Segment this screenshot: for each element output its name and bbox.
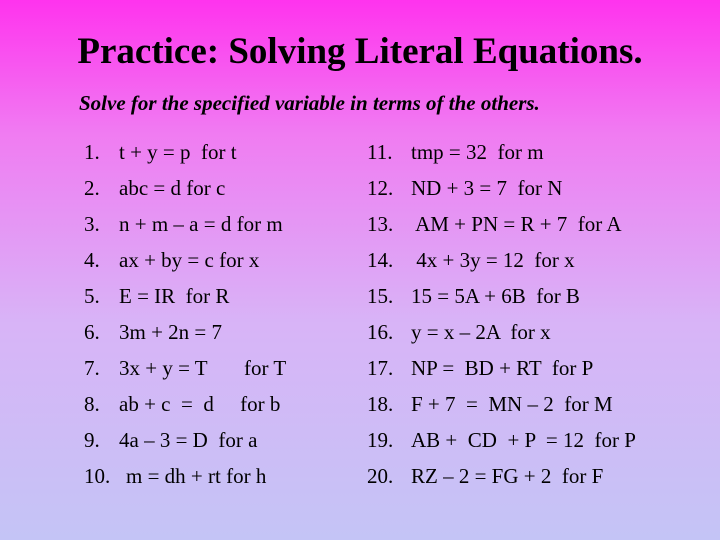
problem-item: [84, 170, 286, 206]
problem-item: [84, 386, 286, 422]
problem-item: [84, 458, 286, 494]
problem-item: [367, 422, 636, 458]
problem-equation: y = x – 2A for x: [411, 320, 551, 344]
problem-equation: AB + CD + P = 12 for P: [411, 428, 636, 452]
problem-item: [84, 242, 286, 278]
problem-item: [367, 314, 636, 350]
problem-equation: 3m + 2n = 7: [119, 320, 223, 344]
problem-equation: n + m – a = d for m: [119, 212, 283, 236]
problem-item: [367, 386, 636, 422]
problem-equation: RZ – 2 = FG + 2 for F: [411, 464, 604, 488]
problem-equation: 3x + y = T for T: [119, 356, 287, 380]
problem-equation: 15 = 5A + 6B for B: [411, 284, 580, 308]
problem-item: [84, 314, 286, 350]
problem-equation: m = dh + rt for h: [126, 464, 267, 488]
problem-item: [84, 278, 286, 314]
problem-item: [367, 206, 636, 242]
problem-number: 18.: [367, 392, 394, 416]
problem-item: [367, 350, 636, 386]
problem-number: 17.: [367, 356, 394, 380]
problem-equation: abc = d for c: [119, 176, 226, 200]
problem-item: [367, 278, 636, 314]
problem-number: 8.: [84, 392, 100, 416]
problem-equation: ax + by = c for x: [119, 248, 260, 272]
problem-number: 19.: [367, 428, 394, 452]
problem-number: 11.: [367, 140, 393, 164]
problem-number: 16.: [367, 320, 394, 344]
problem-item: [367, 134, 636, 170]
problem-equation: tmp = 32 for m: [411, 140, 544, 164]
problem-number: 7.: [84, 356, 100, 380]
problem-number: 20.: [367, 464, 394, 488]
problem-list-right: [367, 134, 636, 494]
page-title: Practice: Solving Literal Equations.: [77, 31, 643, 72]
problem-item: [367, 242, 636, 278]
problem-number: 5.: [84, 284, 100, 308]
problem-equation: E = IR for R: [119, 284, 230, 308]
problem-equation: ab + c = d for b: [119, 392, 281, 416]
problem-equation: ND + 3 = 7 for N: [411, 176, 563, 200]
problem-number: 10.: [84, 464, 111, 488]
instructions-subtitle: Solve for the specified variable in terms of the others.: [79, 91, 540, 115]
problem-number: 1.: [84, 140, 100, 164]
problem-item: [84, 134, 286, 170]
problem-item: [84, 206, 286, 242]
problem-item: [367, 170, 636, 206]
problem-equation: AM + PN = R + 7 for A: [411, 212, 622, 236]
problem-item: [84, 350, 286, 386]
problem-equation: 4x + 3y = 12 for x: [411, 248, 575, 272]
problem-equation: F + 7 = MN – 2 for M: [411, 392, 613, 416]
problem-number: 15.: [367, 284, 394, 308]
problem-number: 14.: [367, 248, 394, 272]
problem-number: 9.: [84, 428, 100, 452]
problem-equation: 4a – 3 = D for a: [119, 428, 258, 452]
problem-equation: NP = BD + RT for P: [411, 356, 594, 380]
problem-number: 4.: [84, 248, 100, 272]
problem-list-left: [84, 134, 286, 494]
problem-equation: t + y = p for t: [119, 140, 237, 164]
problem-number: 13.: [367, 212, 394, 236]
problem-number: 6.: [84, 320, 100, 344]
problem-item: [367, 458, 636, 494]
problem-number: 12.: [367, 176, 394, 200]
problem-number: 3.: [84, 212, 100, 236]
problem-item: [84, 422, 286, 458]
problem-number: 2.: [84, 176, 100, 200]
